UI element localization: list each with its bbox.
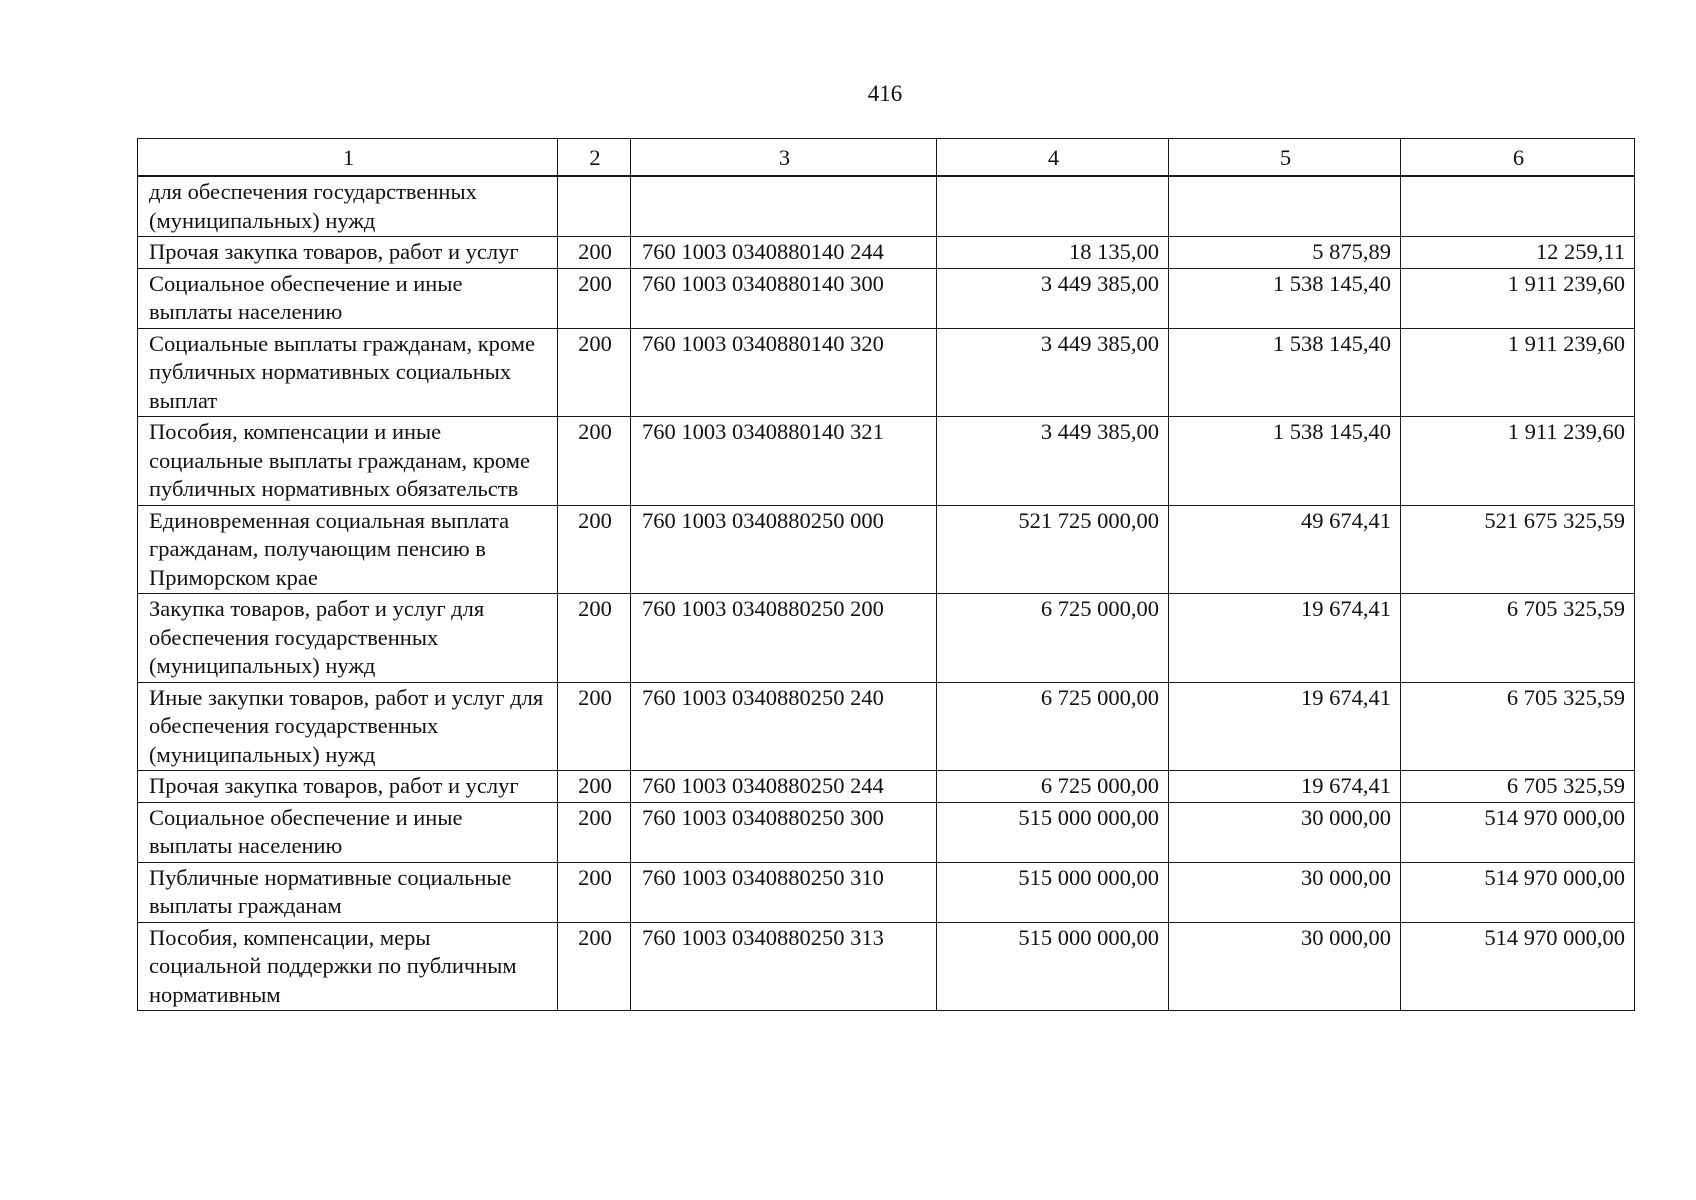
row-value-4: 6 725 000,00 [937,682,1169,771]
row-kbk: 760 1003 0340880140 321 [631,417,937,506]
row-value-5: 30 000,00 [1169,802,1401,862]
table-row [138,505,1635,594]
row-name: Пособия, компенсации и иные социальные выплаты гражданам, кроме публичных нормативных обязательств [138,417,558,506]
row-name: Прочая закупка товаров, работ и услуг [138,771,558,803]
row-value-5: 1 538 145,40 [1169,268,1401,328]
row-kbk [631,176,937,237]
row-kbk: 760 1003 0340880250 313 [631,922,937,1011]
table-body [138,176,1635,1011]
row-kbk: 760 1003 0340880250 200 [631,594,937,683]
row-value-4: 18 135,00 [937,237,1169,269]
row-value-6: 514 970 000,00 [1401,802,1635,862]
row-code: 200 [558,862,631,922]
row-code: 200 [558,922,631,1011]
column-header-4: 4 [937,139,1169,177]
row-value-5: 19 674,41 [1169,594,1401,683]
row-kbk: 760 1003 0340880140 300 [631,268,937,328]
row-value-4: 6 725 000,00 [937,594,1169,683]
row-kbk: 760 1003 0340880250 310 [631,862,937,922]
table-row [138,862,1635,922]
row-value-5 [1169,176,1401,237]
row-code: 200 [558,802,631,862]
table-header [138,139,1635,177]
row-value-6: 1 911 239,60 [1401,268,1635,328]
budget-table [137,138,1635,1011]
row-value-6: 514 970 000,00 [1401,862,1635,922]
row-value-5: 1 538 145,40 [1169,417,1401,506]
row-value-4: 515 000 000,00 [937,862,1169,922]
table-row [138,682,1635,771]
row-value-4: 521 725 000,00 [937,505,1169,594]
row-kbk: 760 1003 0340880250 244 [631,771,937,803]
table-row [138,594,1635,683]
row-value-4: 3 449 385,00 [937,328,1169,417]
row-value-5: 30 000,00 [1169,922,1401,1011]
row-value-6: 6 705 325,59 [1401,682,1635,771]
row-name: Закупка товаров, работ и услуг для обеспечения государственных (муниципальных) нужд [138,594,558,683]
row-kbk: 760 1003 0340880250 240 [631,682,937,771]
table-row [138,237,1635,269]
row-value-4 [937,176,1169,237]
row-code: 200 [558,237,631,269]
table-row [138,417,1635,506]
row-value-5: 1 538 145,40 [1169,328,1401,417]
row-value-5: 5 875,89 [1169,237,1401,269]
row-value-5: 19 674,41 [1169,771,1401,803]
column-header-6: 6 [1401,139,1635,177]
table-row [138,802,1635,862]
table-row [138,268,1635,328]
column-header-3: 3 [631,139,937,177]
row-code: 200 [558,328,631,417]
row-code: 200 [558,771,631,803]
row-value-5: 19 674,41 [1169,682,1401,771]
row-value-4: 515 000 000,00 [937,922,1169,1011]
row-kbk: 760 1003 0340880140 244 [631,237,937,269]
row-name: Прочая закупка товаров, работ и услуг [138,237,558,269]
column-header-2: 2 [558,139,631,177]
row-value-6: 521 675 325,59 [1401,505,1635,594]
page-number: 416 [867,81,903,106]
row-kbk: 760 1003 0340880140 320 [631,328,937,417]
row-value-6: 6 705 325,59 [1401,771,1635,803]
row-value-6: 12 259,11 [1401,237,1635,269]
row-value-6 [1401,176,1635,237]
row-value-6: 1 911 239,60 [1401,417,1635,506]
column-header-1: 1 [138,139,558,177]
row-code: 200 [558,268,631,328]
row-value-6: 514 970 000,00 [1401,922,1635,1011]
table-row [138,328,1635,417]
row-value-4: 515 000 000,00 [937,802,1169,862]
row-name: Пособия, компенсации, меры социальной поддержки по публичным нормативным [138,922,558,1011]
row-code: 200 [558,682,631,771]
row-value-4: 3 449 385,00 [937,417,1169,506]
row-name: для обеспечения государственных (муниципальных) нужд [138,176,558,237]
row-name: Публичные нормативные социальные выплаты гражданам [138,862,558,922]
column-header-5: 5 [1169,139,1401,177]
row-name: Иные закупки товаров, работ и услуг для обеспечения государственных (муниципальных) нужд [138,682,558,771]
row-value-4: 3 449 385,00 [937,268,1169,328]
table-row [138,771,1635,803]
row-code: 200 [558,594,631,683]
row-value-4: 6 725 000,00 [937,771,1169,803]
row-value-6: 6 705 325,59 [1401,594,1635,683]
row-value-6: 1 911 239,60 [1401,328,1635,417]
row-value-5: 30 000,00 [1169,862,1401,922]
row-code [558,176,631,237]
row-kbk: 760 1003 0340880250 300 [631,802,937,862]
table-row [138,922,1635,1011]
row-name: Социальное обеспечение и иные выплаты населению [138,268,558,328]
row-name: Социальное обеспечение и иные выплаты населению [138,802,558,862]
header-row [138,139,1635,177]
row-code: 200 [558,505,631,594]
row-name: Социальные выплаты гражданам, кроме публичных нормативных социальных выплат [138,328,558,417]
row-kbk: 760 1003 0340880250 000 [631,505,937,594]
row-code: 200 [558,417,631,506]
row-value-5: 49 674,41 [1169,505,1401,594]
table-row [138,176,1635,237]
row-name: Единовременная социальная выплата гражданам, получающим пенсию в Приморском крае [138,505,558,594]
